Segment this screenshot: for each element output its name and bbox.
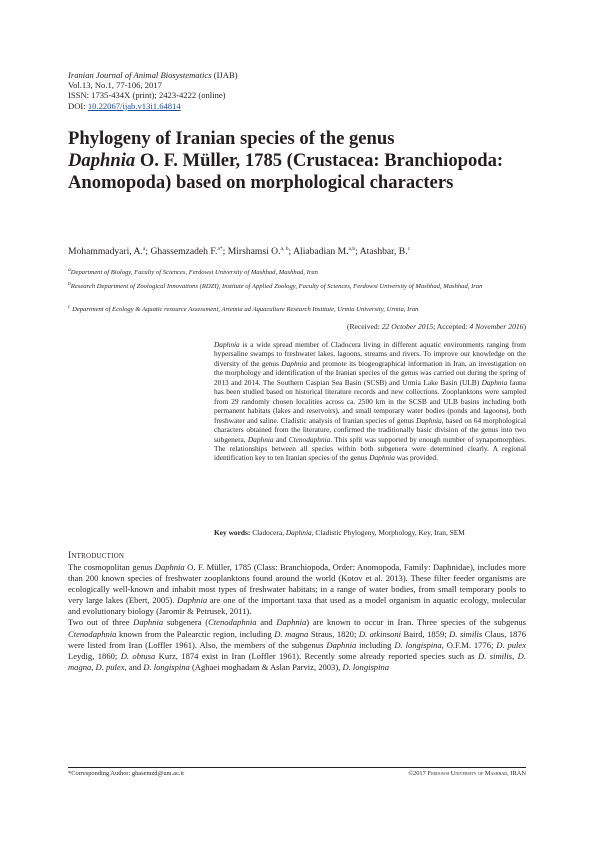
paper-title (68, 128, 538, 195)
affiliation: $^a$Department of Biology, Faculty of Sciences, Ferdowsi University of Mashhad, Mashhad, Iran (68, 267, 318, 277)
doi-label: DOI: (68, 100, 86, 111)
keywords: Key words: Cladocera, Daphnia, Cladistic Phylogeny, Morphology, Key, Iran, SEM (214, 528, 465, 537)
journal-name: Iranian Journal of Animal Biosystematics (68, 70, 212, 80)
title-genus: Daphnia (68, 150, 136, 172)
introduction-body (68, 562, 526, 673)
journal-abbr: (IJAB) (213, 70, 238, 80)
author: Atashbar, B.$^c$ (359, 246, 411, 258)
corresponding-author: *Corresponding Author: ghasemzd@um.ac.ir (68, 770, 185, 777)
author: Mirshamsi O.$^{a, b}$; (227, 246, 292, 258)
title-part2: O. F. Müller, 1785 (Crustacea: Branchiopoda: Anomopoda) based on morphological characters (68, 150, 504, 194)
accepted-date: 4 November 2016 (469, 322, 524, 331)
author: Aliabadian M.$^{a,b}$; (293, 246, 358, 258)
received-date: 22 October 2015 (381, 322, 434, 331)
journal-name-line (68, 70, 238, 80)
journal-doi-line (68, 101, 238, 111)
copyright: ©2017 Ferdowsi University of Mashhad, IRAN (408, 770, 526, 777)
doi-link[interactable]: 10.22067/ijab.v13i1.64814 (87, 100, 181, 111)
author: Ghassemzadeh F.$^{a*}$; (150, 246, 226, 258)
author-list (68, 243, 538, 258)
title-part1: Phylogeny of Iranian species of the genus (68, 128, 395, 149)
received-accepted-dates: (Received: 22 October 2015; Accepted: 4 November 2016) (346, 322, 526, 331)
affiliation: $^b$Research Department of Zoological Innovations (RDZI), Institute of Applied Zoology, Faculty of Sciences, Ferdowsi University of Mashhad, Mashhad, Iran (68, 281, 483, 291)
affiliation: $^c$ Department of Ecology & Aquatic resource Assessment, Artemia ad Aquaculture Research Institute, Urmia University, Urmia, Iran (68, 304, 419, 314)
paragraph: The cosmopolitan genus Daphnia O. F. Müller, 1785 (Class: Branchiopoda, Order: Anomopoda, Family: Daphnidae), includes more than 200 known species of freshwater zooplanktons found around the world (Kotov et al. 2013). These filter feeder organisms are ecologically well-known and inhabit most types of freshwater habitats; in a range of water bodies, from small temporary pools to very large lakes (Ebert, 2005). Daphnia are one of the important taxa that used as a model organism in aquatic ecology, molecular and evolutionary biology (Jaromir & Petrusek, 2011). (68, 562, 526, 617)
journal-volume: Vol.13, No.1, 77-106, 2017 (68, 80, 162, 91)
keywords-label: Key words: (214, 528, 251, 537)
footer-rule (68, 767, 526, 768)
section-heading-introduction: Introduction (68, 550, 125, 561)
abstract: Daphnia is a wide spread member of Cladocera living in different aquatic environments ranging from hypersaline swamps to freshwater lakes, lagoons, streams and rivers. To improve our knowledge on the diversity of the genus Daphnia and promote its biogeographical information in Iran, an investigation on the morphology and identification of the Iranian species of the genus was carried out during the spring of 2013 and 2014. The Southern Caspian Sea Basin (SCSB) and Urmia Lake Basin (ULB) Daphnia fauna has been studied based on historical literature records and new collections. Zooplanktons were sampled from 29 randomly chosen localities across ca. 2500 km in the SCSB and ULB basins including both permanent habitats (lakes and reservoirs), and small temporary water bodies (ponds and lagoons), both freshwater and saline. Cladistic analysis of Iranian species of genus Daphnia, based on 64 morphological characters obtained from the literature, confirmed the traditionally basic division of the genus into two subgenera, Daphnia and Ctenodaphnia. This split was supported by enough number of synapomorphies. The relationships between all species within both subgenera were determined clearly. A regional identification key to ten Iranian species of the genus Daphnia was provided. (214, 340, 527, 463)
journal-header (68, 70, 238, 111)
journal-issn: ISSN: 1735-434X (print); 2423-4222 (online) (68, 90, 226, 101)
paragraph: Two out of three Daphnia subgenera (Ctenodaphnia and Daphnia) are known to occur in Iran. Three species of the subgenus Ctenodaphnia known from the Palearctic region, including D. magna Straus, 1820; D. atkinsoni Baird, 1859; D. similis Claus, 1876 were listed from Iran (Loffler 1961). Also, the members of the subgenus Daphnia including D. longispina, O.F.M. 1776; D. pulex Leydig, 1860; D. obtusa Kurz, 1874 exist in Iran (Loffler 1961). Recently some already reported species such as D. similis, D. magna, D. pulex, and D. longispina (Aghaei moghadam & Aslan Parviz, 2003), D. longispina (68, 617, 526, 672)
author: Mohammadyari, A.$^a$; (68, 246, 149, 258)
